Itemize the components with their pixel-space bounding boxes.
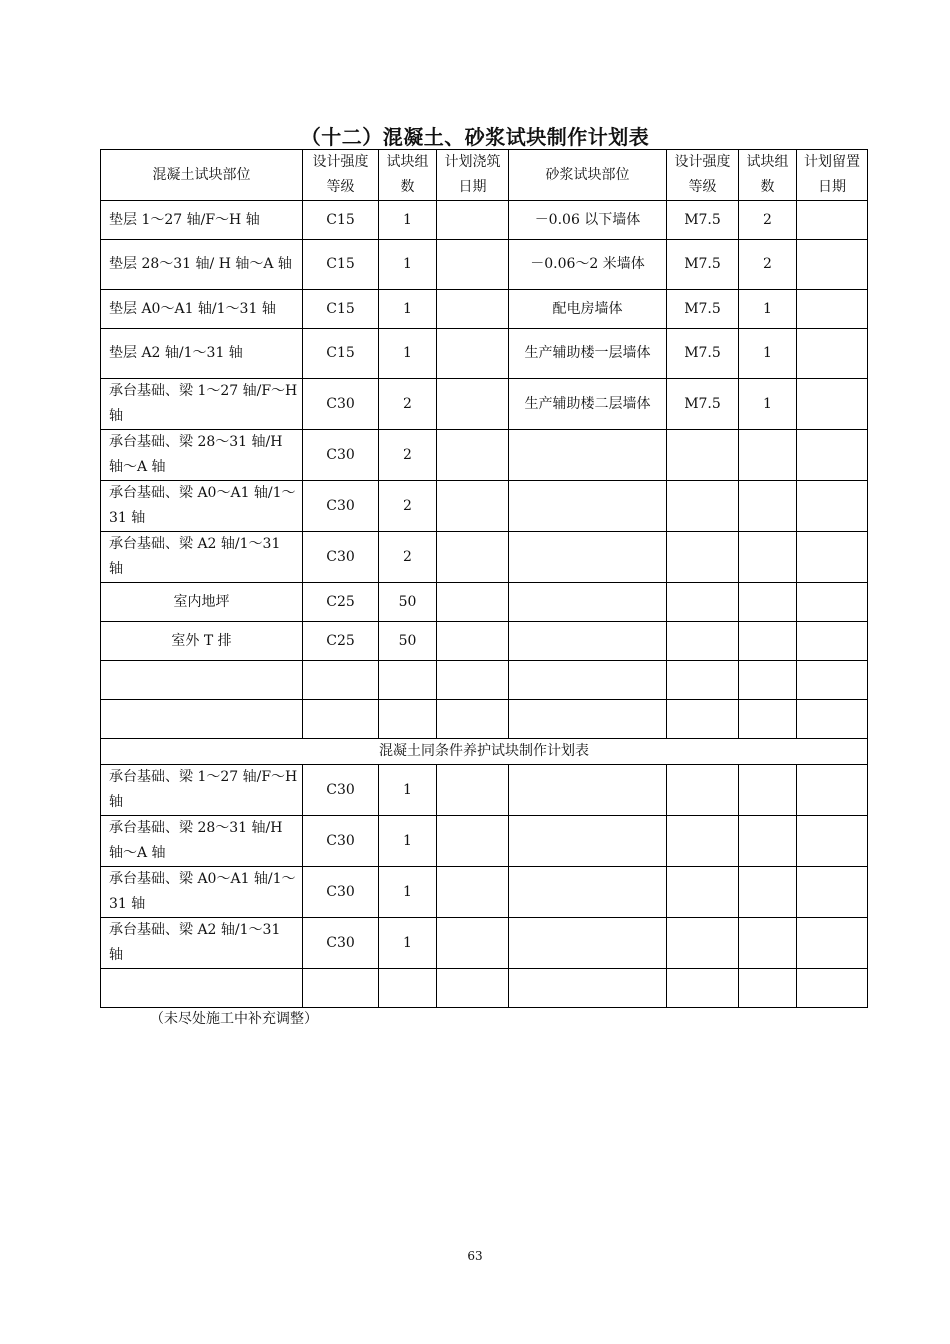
cell-c-part: 承台基础、梁 1～27 轴/F～H 轴 xyxy=(101,765,303,816)
cell-m-date xyxy=(797,430,868,481)
table-row xyxy=(101,430,868,481)
empty-cell xyxy=(739,816,797,867)
empty-cell xyxy=(437,918,509,969)
cell-m-part xyxy=(509,700,667,739)
empty-cell xyxy=(509,816,667,867)
cell-c-grade: C25 xyxy=(303,583,379,622)
empty-cell xyxy=(739,918,797,969)
table-row xyxy=(101,622,868,661)
empty-cell xyxy=(797,867,868,918)
cell-m-part xyxy=(509,532,667,583)
cell-c-part: 垫层 A0～A1 轴/1～31 轴 xyxy=(101,290,303,329)
cell-c-groups: 1 xyxy=(379,765,437,816)
empty-cell xyxy=(667,918,739,969)
cell-m-date xyxy=(797,622,868,661)
cell-c-groups: 1 xyxy=(379,240,437,290)
empty-cell xyxy=(509,867,667,918)
cell-c-groups: 1 xyxy=(379,918,437,969)
cell-c-date xyxy=(437,481,509,532)
table-row xyxy=(101,867,868,918)
table-row xyxy=(101,816,868,867)
cell-m-part xyxy=(509,481,667,532)
table-row xyxy=(101,240,868,290)
header-groups: 试块组数 xyxy=(379,150,437,201)
empty-cell xyxy=(667,867,739,918)
page-number: 63 xyxy=(467,1249,483,1263)
cell-c-grade: C30 xyxy=(303,867,379,918)
cell-c-groups: 2 xyxy=(379,379,437,430)
cell-m-groups xyxy=(739,661,797,700)
cell-m-groups xyxy=(739,583,797,622)
cell-m-grade xyxy=(667,622,739,661)
cell-m-grade xyxy=(667,700,739,739)
header-grade: 设计强度等级 xyxy=(303,150,379,201)
cell-m-grade xyxy=(667,532,739,583)
cell-c-grade: C25 xyxy=(303,622,379,661)
empty-cell xyxy=(667,816,739,867)
cell-c-date xyxy=(437,700,509,739)
empty-cell xyxy=(797,816,868,867)
cell-c-groups: 50 xyxy=(379,583,437,622)
cell-m-grade: M7.5 xyxy=(667,379,739,430)
cell-c-groups: 2 xyxy=(379,481,437,532)
cell-c-grade: C30 xyxy=(303,918,379,969)
header-mortar-part: 砂浆试块部位 xyxy=(509,150,667,201)
empty-cell xyxy=(437,867,509,918)
cell-c-grade: C15 xyxy=(303,201,379,240)
cell-m-part: －0.06 以下墙体 xyxy=(509,201,667,240)
table-row xyxy=(101,765,868,816)
cell-c-date xyxy=(437,583,509,622)
cell-c-part xyxy=(101,661,303,700)
cell-m-part xyxy=(509,661,667,700)
cell-m-groups xyxy=(739,532,797,583)
empty-cell xyxy=(797,969,868,1008)
cell-m-date xyxy=(797,700,868,739)
cell-c-date xyxy=(437,201,509,240)
cell-m-date xyxy=(797,201,868,240)
cell-c-grade: C30 xyxy=(303,765,379,816)
cell-c-groups: 50 xyxy=(379,622,437,661)
header-mortar-groups: 试块组数 xyxy=(739,150,797,201)
cell-m-grade: M7.5 xyxy=(667,329,739,379)
cell-c-part: 承台基础、梁 A0～A1 轴/1～31 轴 xyxy=(101,481,303,532)
cell-c-grade: C30 xyxy=(303,532,379,583)
table-row xyxy=(101,969,868,1008)
cell-c-grade: C30 xyxy=(303,816,379,867)
cell-m-grade xyxy=(667,583,739,622)
header-pour-date: 计划浇筑日期 xyxy=(437,150,509,201)
table-row xyxy=(101,290,868,329)
cell-c-date xyxy=(437,622,509,661)
cell-c-groups: 1 xyxy=(379,201,437,240)
header-mortar-date: 计划留置日期 xyxy=(797,150,868,201)
empty-cell xyxy=(739,867,797,918)
cell-m-date xyxy=(797,481,868,532)
table-row xyxy=(101,583,868,622)
empty-cell xyxy=(437,816,509,867)
table-row xyxy=(101,918,868,969)
cell-m-date xyxy=(797,532,868,583)
cell-c-part xyxy=(101,700,303,739)
cell-c-date xyxy=(437,240,509,290)
header-concrete-part: 混凝土试块部位 xyxy=(101,150,303,201)
empty-cell xyxy=(667,765,739,816)
cell-c-part: 承台基础、梁 28～31 轴/H 轴～A 轴 xyxy=(101,816,303,867)
cell-m-groups xyxy=(739,430,797,481)
cell-c-part: 室内地坪 xyxy=(101,583,303,622)
empty-cell xyxy=(509,918,667,969)
cell-m-part: 生产辅助楼二层墙体 xyxy=(509,379,667,430)
empty-cell xyxy=(437,765,509,816)
cell-c-part: 承台基础、梁 A0～A1 轴/1～31 轴 xyxy=(101,867,303,918)
cell-c-date xyxy=(437,329,509,379)
cell-c-groups: 2 xyxy=(379,532,437,583)
table-row xyxy=(101,661,868,700)
cell-m-groups: 1 xyxy=(739,290,797,329)
cell-m-date xyxy=(797,379,868,430)
cell-c-groups: 1 xyxy=(379,816,437,867)
cell-c-grade xyxy=(303,700,379,739)
table-row xyxy=(101,329,868,379)
cell-c-part: 室外 T 排 xyxy=(101,622,303,661)
cell-m-groups: 1 xyxy=(739,379,797,430)
cell-c-part: 垫层 A2 轴/1～31 轴 xyxy=(101,329,303,379)
cell-m-grade: M7.5 xyxy=(667,290,739,329)
cell-c-grade: C15 xyxy=(303,240,379,290)
cell-c-grade: C30 xyxy=(303,481,379,532)
cell-c-groups xyxy=(379,700,437,739)
cell-c-groups: 1 xyxy=(379,329,437,379)
footnote: （未尽处施工中补充调整） xyxy=(150,1011,318,1027)
cell-m-date xyxy=(797,661,868,700)
empty-cell xyxy=(797,918,868,969)
cell-m-groups xyxy=(739,481,797,532)
cell-c-grade xyxy=(303,661,379,700)
cell-m-part xyxy=(509,583,667,622)
empty-cell xyxy=(739,969,797,1008)
cell-m-date xyxy=(797,329,868,379)
cell-c-groups: 1 xyxy=(379,290,437,329)
cell-m-grade xyxy=(667,430,739,481)
table-row xyxy=(101,201,868,240)
cell-c-part: 垫层 1～27 轴/F～H 轴 xyxy=(101,201,303,240)
cell-m-grade: M7.5 xyxy=(667,201,739,240)
section-title: 混凝土同条件养护试块制作计划表 xyxy=(101,739,868,765)
cell-m-date xyxy=(797,583,868,622)
cell-m-grade xyxy=(667,661,739,700)
cell-c-grade: C30 xyxy=(303,379,379,430)
plan-table xyxy=(100,149,868,1008)
cell-m-part xyxy=(509,430,667,481)
cell-m-part: 配电房墙体 xyxy=(509,290,667,329)
table-row xyxy=(101,481,868,532)
empty-cell xyxy=(509,765,667,816)
cell-m-date xyxy=(797,240,868,290)
section-row xyxy=(101,739,868,765)
table-row xyxy=(101,532,868,583)
cell-c-date xyxy=(437,661,509,700)
cell-c-groups: 1 xyxy=(379,867,437,918)
cell-m-grade: M7.5 xyxy=(667,240,739,290)
cell-c-part: 承台基础、梁 1～27 轴/F～H 轴 xyxy=(101,379,303,430)
cell-c-date xyxy=(437,290,509,329)
cell-m-part: 生产辅助楼一层墙体 xyxy=(509,329,667,379)
empty-cell xyxy=(739,765,797,816)
header-mortar-grade: 设计强度等级 xyxy=(667,150,739,201)
empty-cell xyxy=(509,969,667,1008)
table-row xyxy=(101,700,868,739)
cell-c-grade xyxy=(303,969,379,1008)
cell-c-part: 承台基础、梁 A2 轴/1～31 轴 xyxy=(101,532,303,583)
cell-m-groups: 2 xyxy=(739,240,797,290)
cell-c-date xyxy=(437,532,509,583)
cell-m-date xyxy=(797,290,868,329)
cell-m-groups xyxy=(739,622,797,661)
empty-cell xyxy=(797,765,868,816)
cell-c-part: 承台基础、梁 A2 轴/1～31 轴 xyxy=(101,918,303,969)
empty-cell xyxy=(667,969,739,1008)
table-row xyxy=(101,379,868,430)
cell-c-groups xyxy=(379,969,437,1008)
cell-m-groups: 1 xyxy=(739,329,797,379)
cell-c-part: 垫层 28～31 轴/ H 轴～A 轴 xyxy=(101,240,303,290)
cell-m-part: －0.06～2 米墙体 xyxy=(509,240,667,290)
cell-c-grade: C30 xyxy=(303,430,379,481)
cell-m-groups: 2 xyxy=(739,201,797,240)
cell-c-part: 承台基础、梁 28～31 轴/H 轴～A 轴 xyxy=(101,430,303,481)
header-row xyxy=(101,150,868,201)
cell-c-groups: 2 xyxy=(379,430,437,481)
cell-m-grade xyxy=(667,481,739,532)
cell-m-part xyxy=(509,622,667,661)
cell-c-grade: C15 xyxy=(303,329,379,379)
cell-c-grade: C15 xyxy=(303,290,379,329)
cell-c-part xyxy=(101,969,303,1008)
cell-c-date xyxy=(437,379,509,430)
cell-m-groups xyxy=(739,700,797,739)
cell-c-date xyxy=(437,430,509,481)
page-title: （十二）混凝土、砂浆试块制作计划表 xyxy=(300,125,650,149)
empty-cell xyxy=(437,969,509,1008)
cell-c-groups xyxy=(379,661,437,700)
